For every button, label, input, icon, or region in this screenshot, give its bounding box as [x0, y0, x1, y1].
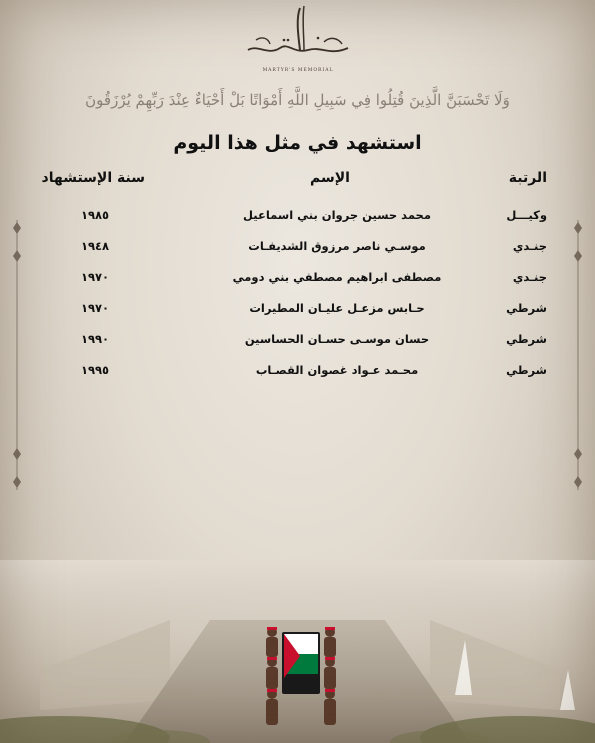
table-row [40, 357, 555, 388]
quran-verse: وَلَا تَحْسَبَنَّ الَّذِينَ قُتِلُوا فِي سَبِيلِ اللَّهِ أَمْوَاتًا بَلْ أَحْيَاءٌ عِنْدَ رَبِّهِمْ يُرْزَقُونَ [85, 91, 510, 109]
table-row [40, 295, 555, 326]
row-year: ١٩٩٥ [80, 363, 110, 377]
row-name: موسـي ناصر مرزوق الشديفـات [248, 239, 426, 253]
row-name: محـمد عـواد غصوان القصـاب [255, 363, 419, 377]
header-name: الإسم [310, 170, 350, 186]
row-rank: شرطي [506, 301, 547, 315]
row-year: ١٩٤٨ [80, 239, 110, 253]
header-rank: الرتبة [508, 170, 547, 186]
row-rank: جنـدي [512, 239, 547, 253]
row-year: ١٩٨٥ [80, 208, 110, 222]
row-rank: شرطي [506, 363, 547, 377]
table-header [40, 166, 555, 202]
row-name: مصطفى ابراهيم مصطفي بني دومي [232, 270, 442, 284]
row-name: محمد حسين جروان بني اسماعيل [243, 208, 431, 222]
table-row [40, 233, 555, 264]
header-year: سنة الإستشهاد [41, 170, 145, 186]
row-year: ١٩٧٠ [80, 270, 110, 284]
right-ornament-icon [573, 220, 583, 490]
funeral-procession-scene [0, 560, 595, 743]
martyrs-memorial-logo [238, 4, 358, 76]
row-year: ١٩٩٠ [80, 332, 110, 346]
row-name: حسان موسـى حسـان الحساسين [244, 332, 430, 346]
left-ornament-icon [12, 220, 22, 490]
row-year: ١٩٧٠ [80, 301, 110, 315]
page-title: استشهد في مثل هذا اليوم [173, 132, 422, 154]
martyrs-table [40, 166, 555, 388]
table-row [40, 326, 555, 357]
logo-calligraphy-icon [238, 4, 358, 68]
row-name: حـابس مزعـل عليـان المطيرات [249, 301, 425, 315]
row-rank: شرطي [506, 332, 547, 346]
logo-caption: MARTYR'S MEMORIAL [262, 68, 334, 73]
row-rank: جنـدي [512, 270, 547, 284]
table-row [40, 202, 555, 233]
row-rank: وكيـــل [506, 208, 547, 222]
table-row [40, 264, 555, 295]
